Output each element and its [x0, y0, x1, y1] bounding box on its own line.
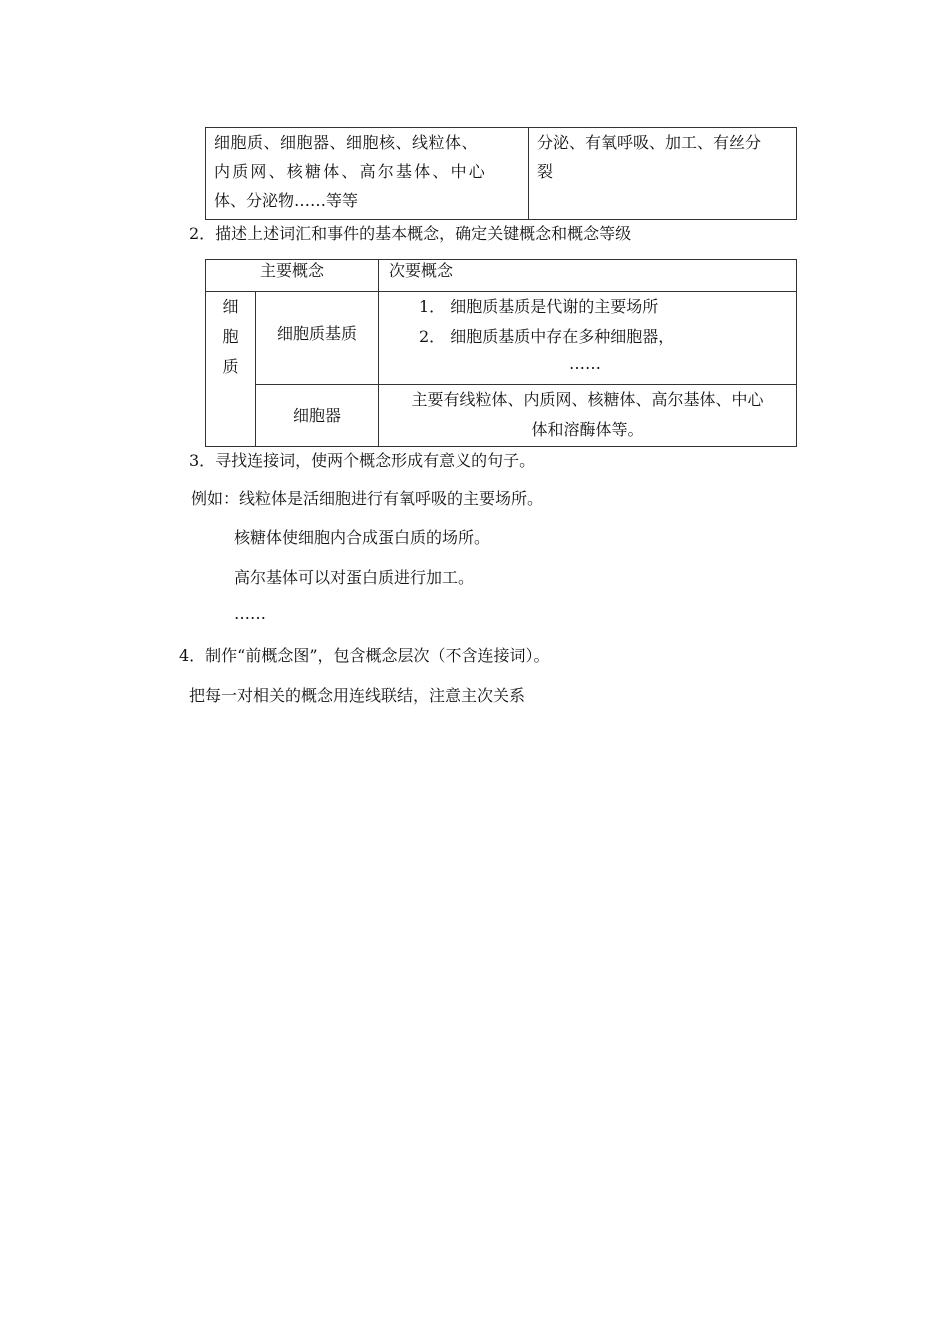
- ellipsis: ……: [569, 354, 601, 373]
- table-row: [206, 128, 797, 220]
- cytoplasm-group-cell: 细 胞 质: [206, 292, 256, 447]
- concept-level-table: [205, 259, 797, 447]
- organelle-name-cell: 细胞器: [256, 385, 379, 447]
- step-3-heading: 3．寻找连接词，使两个概念形成有意义的句子。: [189, 451, 536, 470]
- terms-table: [205, 127, 797, 220]
- table-row: [206, 260, 797, 292]
- structures-line: 细胞质、细胞器、细胞核、线粒体、: [214, 133, 479, 152]
- example-line: 高尔基体可以对蛋白质进行加工。: [234, 568, 475, 587]
- list-item: 2． 细胞质基质中存在多种细胞器，: [419, 327, 675, 346]
- example-line: 例如：线粒体是活细胞进行有氧呼吸的主要场所。: [191, 489, 544, 508]
- structures-line: 体、分泌物……等等: [214, 191, 359, 210]
- header-secondary-concept: 次要概念: [379, 260, 797, 292]
- list-item: 1． 细胞质基质是代谢的主要场所: [419, 297, 659, 316]
- cytosol-description-cell: [379, 292, 797, 385]
- organelle-description-cell: 主要有线粒体、内质网、核糖体、高尔基体、中心 体和溶酶体等。: [379, 385, 797, 447]
- structures-cell: [206, 128, 529, 220]
- example-ellipsis: ……: [234, 604, 266, 623]
- events-line: 分泌、有氧呼吸、加工、有丝分: [537, 133, 762, 152]
- step-4-note: 把每一对相关的概念用连线联结，注意主次关系: [189, 686, 526, 705]
- table-row: [206, 292, 797, 385]
- cytosol-name-cell: 细胞质基质: [256, 292, 379, 385]
- step-2-heading: 2．描述上述词汇和事件的基本概念，确定关键概念和概念等级: [189, 224, 632, 243]
- structures-line: 内质网、核糖体、高尔基体、中心: [214, 162, 488, 181]
- events-cell: [529, 128, 797, 220]
- events-line: 裂: [537, 162, 554, 181]
- step-4-heading: 4．制作“前概念图”，包含概念层次（不含连接词）。: [179, 646, 550, 665]
- header-main-concept: 主要概念: [206, 260, 379, 292]
- example-line: 核糖体使细胞内合成蛋白质的场所。: [234, 528, 491, 547]
- table-row: [206, 385, 797, 447]
